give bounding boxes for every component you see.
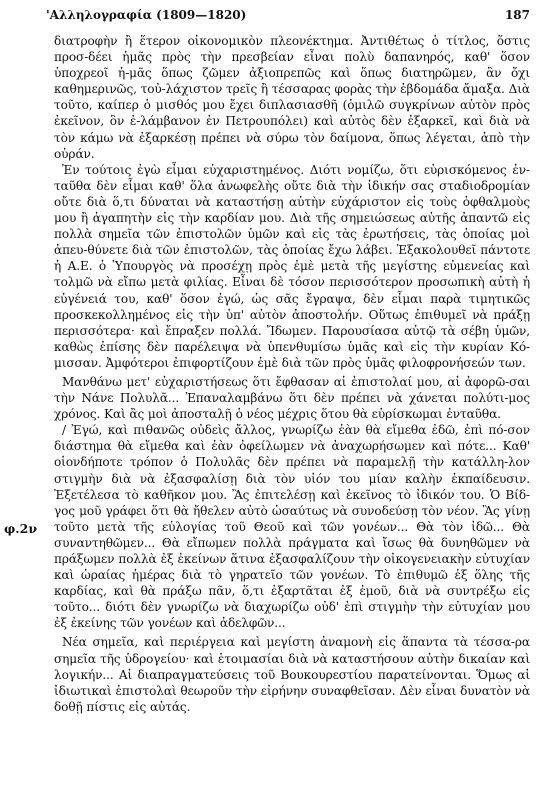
header-title: 'Αλληλογραφία (1809—1820) [46,8,247,22]
paragraph: Νέα σημεῖα, καὶ περιέργεια καὶ μεγίστη ἀναμονὴ εἰς ἅπαντα τὰ τέσσα-ρα σημεῖα τῆς ὑδρογείου· καὶ ἑτοιμασίαι διὰ νὰ καταστήσουν αὐτὴν δικαίαν καὶ λογικήν... Αἱ διαπραγματεύσεις τοῦ Βουκουρεστίου παρατείνονται. Ὅμως αἱ ἰδιωτικαὶ ἐπιστολαὶ θεωροῦν τὴν εἰρήνην συναφθεῖσαν. Δὲν εἶναι δυνατὸν νὰ δοθῇ πίστις εἰς αὐτάς. [54,635,530,714]
folio-margin-note: φ.2ν [4,521,38,536]
paragraph: διατροφὴν ἢ ἕτερον οἰκονομικὸν πλεονέκτημα. Ἀντιθέτως ὁ τίτλος, ὅστις προσ-δέει ἡμᾶς πρὸς τὴν πρεσβείαν εἶναι πολὺ δαπανηρός, καθ' ὅσον ὑποχρεοῖ ἡ-μᾶς ὅπως ζῶμεν ἀξιοπρεπῶς καὶ ὅπως διατηρῶμεν, ἂν ὄχι καθημερινῶς, τοὐ-λάχιστον τρεῖς ἢ τέσσαρας φορὰς τὴν ἑβδομάδα ἄμαξα. Διὰ τοῦτο, καίπερ ὁ μισθός μου ἔχει διπλασιασθῆ (ὁμιλῶ συγκρίνων αὐτὸν πρὸς ἐκεῖνον, ὃν ἐ-λάμβανον ἐν Πετρουπόλει) καὶ αὐτὸς δὲν ἐξαρκεῖ, καὶ διὰ νὰ τὸν κάμω νὰ ἐξαρκέσῃ πρέπει νὰ σύρω τὸν δαίμονα, ὅπως λέγεται, ἀπὸ τὴν οὐράν. [54,34,530,161]
running-header [46,8,530,26]
page-number: 187 [504,8,530,22]
paragraph: / Ἐγώ, καὶ πιθανῶς οὐδεὶς ἄλλος, γνωρίζω ἐὰν θὰ εἴμεθα ἐδῶ, ἐπὶ πό-σον διάστημα θὰ εἴμεθα καὶ ἐὰν ὀφείλωμεν νὰ ἀναχωρήσωμεν καὶ πότε... Καθ' οἱονδήποτε τρόπον ὁ Πολυλᾶς δὲν πρέπει νὰ παραμελῇ τὴν κατάλλη-λον στιγμὴν διὰ νὰ ἐξασφαλίσῃ διὰ τὸν υἱόν του μίαν καλὴν ἐκπαίδευσιν. Ἐξετέλεσα τὸ καθῆκον μου. Ἂς ἐπιτελέσῃ καὶ ἐκεῖνος τὸ ἰδικόν του. Ὁ Βίδ-γος μοῦ γράφει ὅτι θὰ ἤθελεν αὐτὸ ὡσαύτως νὰ συνοδεύσῃ τὸν νέον. Ἂς γίνῃ τοῦτο μετὰ τῆς εὐλογίας τοῦ Θεοῦ καὶ τῶν γονέων... Θὰ τὸν ἰδῶ... Θὰ συναντηθῶμεν... Θὰ εἴπωμεν πολλὰ πράγματα καὶ ἴσως θὰ δυνηθῶμεν νὰ πράξωμεν πολλὰ ἐξ ἐκείνων ἅτινα ἐξασφαλίζουν τὴν οἰκογενειακὴν εὐτυχίαν καὶ ὡραίας ἡμέρας διὰ τὸ γηρατεῖο τῶν γονέων. Τὸ ἐπιθυμῶ ἐξ ὅλης τῆς καρδίας, καὶ θὰ πράξω πᾶν, ὅ,τι ἐξαρτᾶται ἐξ ἐμοῦ, διὰ νὰ συντρέξω εἰς τοῦτο... διότι δὲν γνωρίζω νὰ διαχωρίζω οὐδ' ἐπὶ στιγμὴν τὴν εὐτυχίαν μου ἐξ ἐκείνης τῶν γονέων καὶ ἀδελφῶν... [54,423,530,631]
body-text [54,33,530,715]
paragraph: Μανθάνω μετ' εὐχαριστήσεως ὅτι ἔφθασαν αἱ ἐπιστολαί μου, αἱ ἀφορῶ-σαι τὴν Νάνε Πολυλᾶ... Ἐπαναλαμβάνω ὅτι δὲν πρέπει νὰ χάνεται πολύτι-μος χρόνος. Καὶ ἂς μοὶ ἀποσταλῇ ὁ νέος μέχρις ὅτου θὰ εὑρίσκωμαι ἐνταῦθα. [54,374,530,422]
paragraph: Ἐν τούτοις ἐγὼ εἶμαι εὐχαριστημένος. Διότι νομίζω, ὅτι εὑρισκόμενος ἐν-ταῦθα δὲν εἶμαι καθ' ὅλα ἀνωφελὴς οὔτε διὰ τὴν ἰδικήν σας σταδιοδρομίαν οὔτε διὰ ὅ,τι δύναται νὰ καταστήσῃ αὐτὴν εὐχάριστον εἰς τοὺς ὀφθαλμοὺς μου ἢ ἀγαπητὴν εἰς τὴν καρδίαν μου. Διὰ τῆς σημειώσεως αὐτῆς ἀπαντῶ εἰς πολλὰ σημεῖα τῶν ἐπιστολῶν ὑμῶν καὶ εἰς τὰς ἐρωτήσεις, τὰς ὁποίας μοὶ ἀπευ-θύνετε διὰ τῶν ἐπιστολῶν, τὰς ὁποίας ἔχω λάβει. Ἐξακολουθεῖ πάντοτε ἡ Α.Ε. ὁ Ὑπουργὸς νὰ προσέχῃ πρὸς ἐμὲ μετὰ τῆς μεγίστης εὐμενείας καὶ τολμῶ νὰ εἴπω μετὰ φιλίας. Εἶναι δὲ τόσον περισσότερον προσωπικὴ αὐτὴ ἡ εὐγένειά του, καθ' ὅσον ἐγώ, ὡς σᾶς ἔγραψα, δὲν εἶμαι παρὰ τιμητικῶς προσκεκολλημένος εἰς τὴν ὑπ' αὐτὸν ἀποστολήν. Οὕτως ἐπιθυμεῖ νὰ πράξῃ περισσότερα· καὶ ἔπραξεν πολλά. Ἴδωμεν. Παρουσίασα αὐτῷ τὰ σέβη ὑμῶν, καθὼς ἐπίσης δὲν παρέλειψα νὰ ὑπενθυμίσω ὑμᾶς καὶ εἰς τὴν κυρίαν Κό-μισσαν. Ἀμφότεροι ἐπιφορτίζουν ἐμὲ διὰ τῶν πρὸς ὑμᾶς φιλοφρονήσεών των. [54,162,530,370]
